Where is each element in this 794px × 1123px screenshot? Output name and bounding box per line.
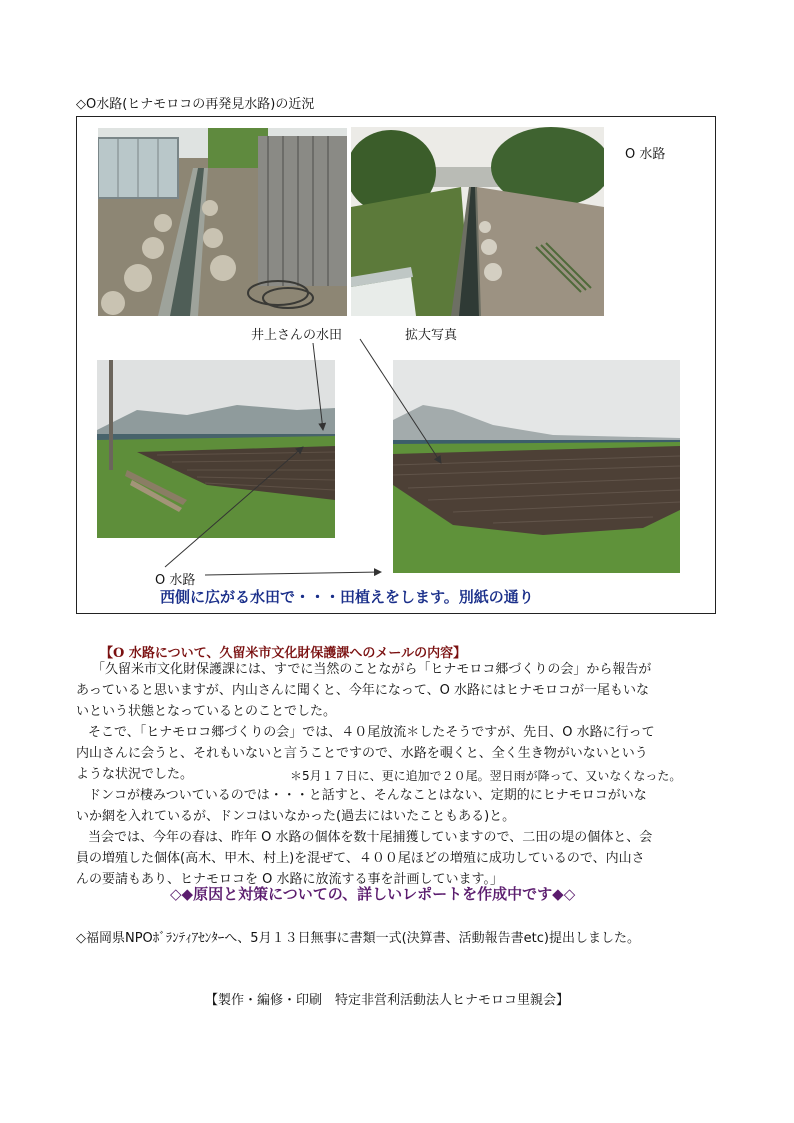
email-line-6: ような状況でした。 — [76, 767, 194, 782]
email-line-11: んの要請もあり、ヒナモロコを O 水路に放流する事を計画しています。」 — [76, 872, 503, 887]
email-line-7: ドンコが棲みついているのでは・・・と話すと、そんなことはない、定期的にヒナモロコがいな — [88, 788, 647, 803]
arrow-o-channel-to-wide — [165, 447, 303, 567]
email-line-2: あっていると思いますが、内山さんに聞くと、今年になって、O 水路にはヒナモロコが一尾もいな — [76, 683, 649, 698]
email-line-9: 当会では、今年の春は、昨年 O 水路の個体を数十尾捕獲していますので、二田の堤の個体と、会 — [88, 830, 653, 845]
email-line-5: 内山さんに会うと、それもいないと言うことですので、水路を覗くと、全く生き物がいないという — [76, 746, 648, 761]
email-line-4: そこで、「ヒナモロコ郷づくりの会」では、４０尾放流＊したそうですが、先日、O 水路に行って — [88, 725, 655, 740]
email-line-10: 員の増殖した個体(高木、甲木、村上)を混ぜて、４００尾ほどの増殖に成功しているので、内山さ — [76, 851, 645, 866]
email-line-1: 「久留米市文化財保護課には、すでに当然のことながら「ヒナモロコ郷づくりの会」から報告が — [92, 662, 652, 677]
email-section-title: 【O 水路について、久留米市文化財保護課へのメールの内容】 — [100, 646, 467, 661]
annotation-arrows — [77, 117, 715, 613]
page-header: ◇O水路(ヒナモロコの再発見水路)の近況 — [76, 97, 315, 112]
label-inoue-paddy: 井上さんの水田 — [251, 328, 343, 343]
photo-frame — [76, 116, 716, 614]
submission-note: ◇福岡県NPOﾎﾞﾗﾝﾃｨｱｾﾝﾀｰへ、5月１３日無事に書類一式(決算書、活動報告書etc)提出しました。 — [76, 931, 640, 946]
label-enlarged-photo: 拡大写真 — [405, 328, 458, 343]
email-note: ＊5月１７日に、更に追加で２０尾。翌日雨が降って、又いなくなった。 — [290, 769, 682, 783]
arrow-to-paddy-enlarged — [360, 339, 441, 463]
email-line-3: いという状態となっているとのことでした。 — [76, 704, 337, 719]
label-o-channel-bottom: O 水路 — [155, 573, 196, 588]
credit-line: 【製作・編修・印刷 特定非営利活動法人ヒナモロコ里親会】 — [205, 993, 570, 1008]
arrow-o-channel-to-enlarged — [205, 572, 381, 575]
label-o-channel: O 水路 — [625, 147, 666, 162]
email-line-8: いか網を入れているが、ドンコはいなかった(過去にはいたこともある)と。 — [76, 809, 516, 824]
arrow-to-paddy-wide — [313, 343, 323, 430]
photo-caption: 西側に広がる水田で・・・田植えをします。別紙の通り — [160, 588, 534, 606]
report-notice: ◇◆原因と対策についての、詳しいレポートを作成中です◆◇ — [170, 885, 576, 903]
